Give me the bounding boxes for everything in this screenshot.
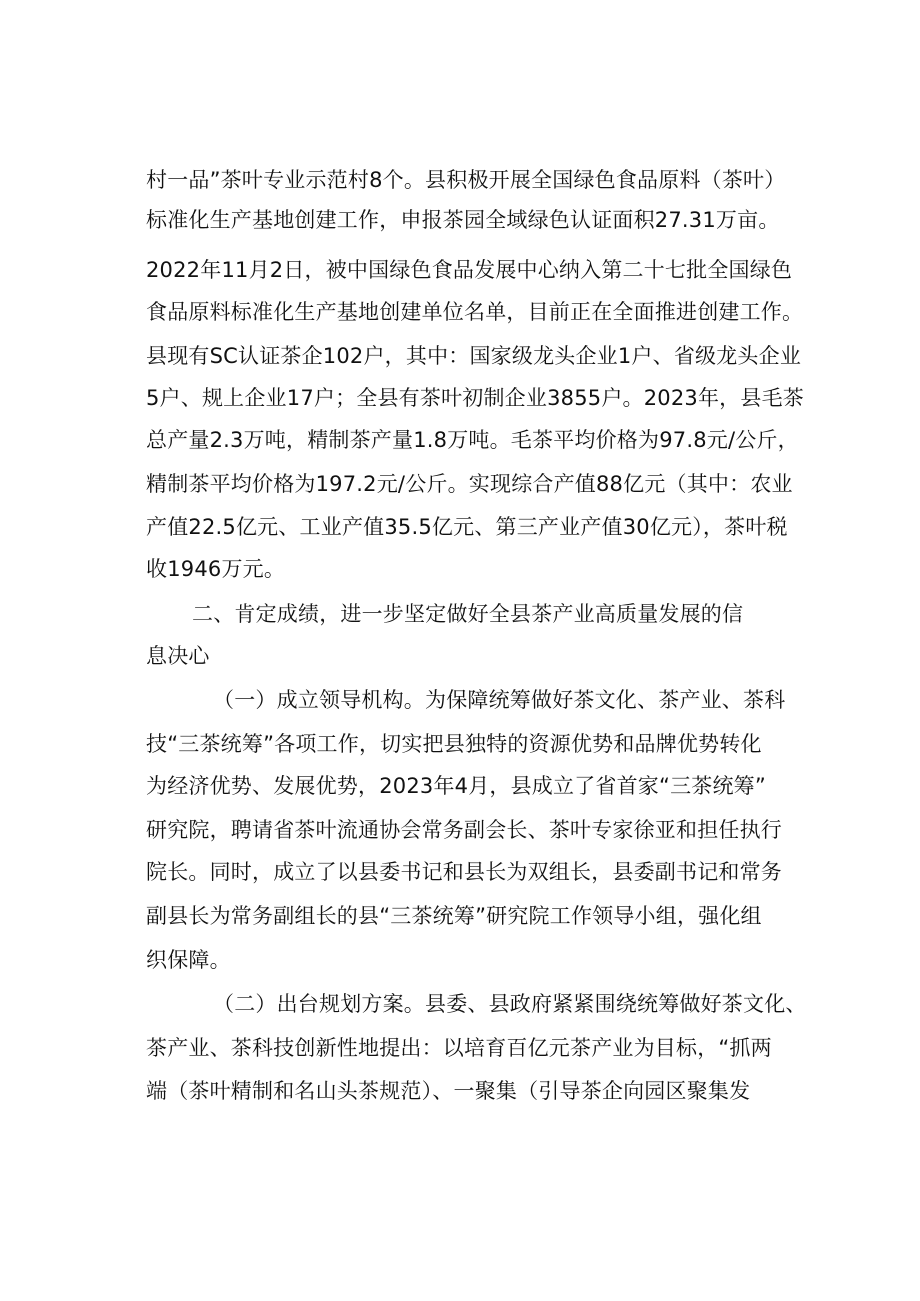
- body-line: 2022年11月2日，被中国绿色食品发展中心纳入第二十七批全国绿色: [146, 258, 793, 282]
- body-line: 5户、规上企业17户；全县有茶叶初制企业3855户。2023年，县毛茶: [146, 386, 804, 410]
- body-line: 收1946万元。: [146, 557, 286, 581]
- body-line: 产值22.5亿元、工业产值35.5亿元、第三产业产值30亿元），茶叶税: [146, 515, 788, 539]
- body-line: 端（茶叶精制和名山头茶规范）、一聚集（引导茶企向园区聚集发: [146, 1079, 751, 1103]
- body-line: 食品原料标准化生产基地创建单位名单，目前正在全面推进创建工作。: [146, 300, 804, 324]
- body-line: 标准化生产基地创建工作，申报茶园全域绿色认证面积27.31万亩。: [146, 208, 780, 232]
- body-line: 村一品”茶叶专业示范村8个。县积极开展全国绿色食品原料（茶叶）: [146, 168, 786, 192]
- body-line: 总产量2.3万吨，精制茶产量1.8万吨。毛茶平均价格为97.8元/公斤，: [146, 428, 799, 452]
- body-line: 技“三茶统筹”各项工作，切实把县独特的资源优势和品牌优势转化: [146, 732, 762, 756]
- body-line: 副县长为常务副组长的县“三茶统筹”研究院工作领导小组，强化组: [146, 904, 762, 928]
- body-line: 为经济优势、发展优势，2023年4月，县成立了省首家“三茶统筹”: [146, 774, 766, 798]
- body-line: 县现有SC认证茶企102户，其中：国家级龙头企业1户、省级龙头企业: [146, 344, 802, 368]
- body-line: 研究院，聘请省茶叶流通协会常务副会长、茶叶专家徐亚和担任执行: [146, 818, 782, 842]
- body-line: 院长。同时，成立了以县委书记和县长为双组长，县委副书记和常务: [146, 860, 782, 884]
- body-line: 精制茶平均价格为197.2元/公斤。实现综合产值88亿元（其中：农业: [146, 472, 793, 496]
- section-heading: 二、肯定成绩，进一步坚定做好全县茶产业高质量发展的信: [192, 602, 744, 626]
- body-line: 织保障。: [146, 948, 231, 972]
- subsection-line: （一）成立领导机构。为保障统筹做好茶文化、茶产业、茶科: [213, 688, 786, 712]
- body-line: 茶产业、茶科技创新性地提出：以培育百亿元茶产业为目标，“抓两: [146, 1036, 772, 1060]
- subsection-line: （二）出台规划方案。县委、县政府紧紧围绕统筹做好茶文化、: [213, 992, 807, 1016]
- section-heading-continuation: 息决心: [146, 644, 210, 668]
